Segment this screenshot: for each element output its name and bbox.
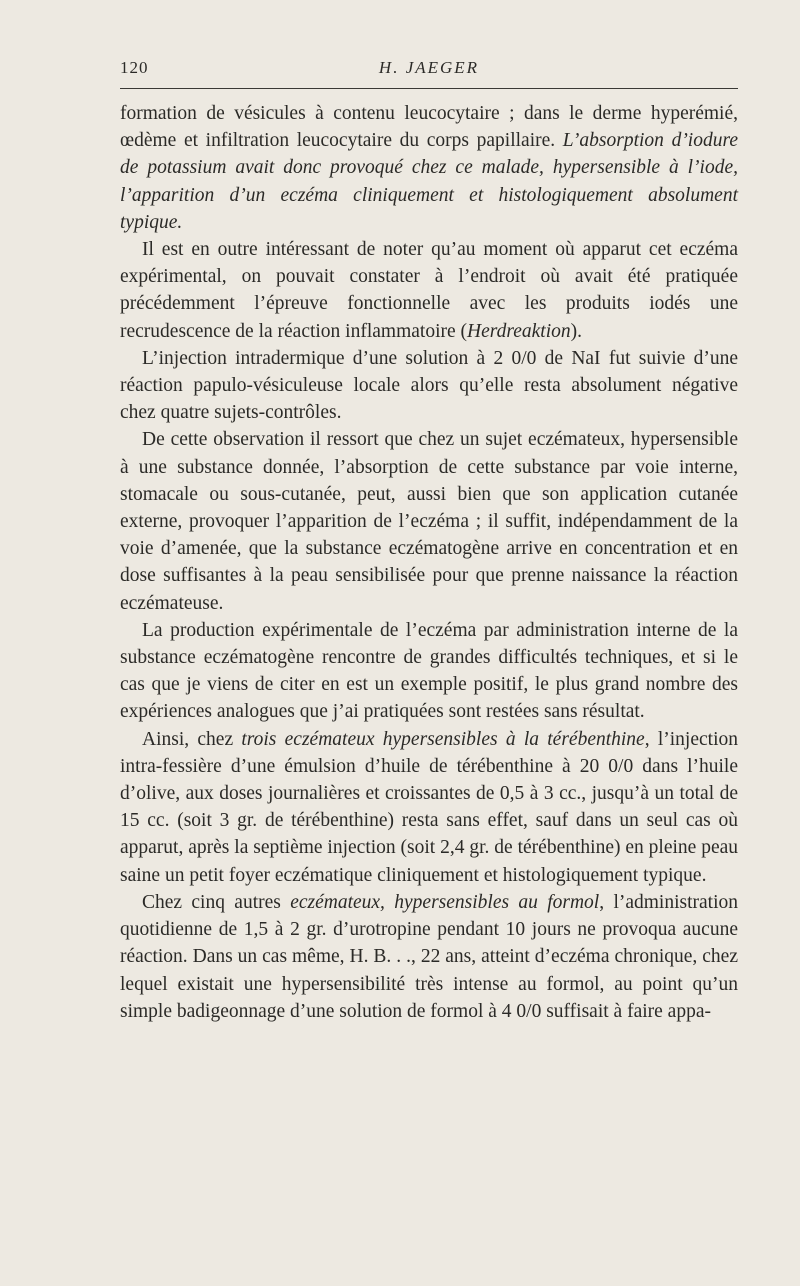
paragraph xyxy=(120,889,738,1025)
text-run: De cette observation il ressort que chez un sujet eczémateux, hypersensible à une substance donnée, l’absorption de cette substance par voie interne, stomacale ou sous-cutanée, peut, aussi bien que son application cutanée externe, provoquer l’apparition de l’eczéma ; il suffit, indépendamment de la voie d’amenée, que la substance eczématogène arrive en concentration et en dose suffisantes à la peau sensibilisée pour que prenne naissance la réaction eczémateuse. xyxy=(120,429,738,614)
header-rule xyxy=(120,88,738,89)
text-run: ). xyxy=(570,320,583,342)
paragraph xyxy=(120,426,738,616)
text-run: La production expérimentale de l’eczéma par administration interne de la substance eczématogène rencontre de grandes difficultés techniques, et si le cas que je viens de citer en est un exemple positif, le plus grand nombre des expériences analogues que j’ai pratiquées sont restées sans résultat. xyxy=(120,619,738,723)
italic-text: trois eczémateux hypersensibles à la térébenthine xyxy=(241,728,645,750)
page-header xyxy=(120,58,738,88)
paragraph xyxy=(120,236,738,345)
italic-text: L’absorption d’iodure de potassium avait donc provoqué chez ce malade, hypersensible à l’iode, l’apparition d’un eczéma cliniquement et histologiquement absolument typique. xyxy=(120,130,738,233)
text-run: Chez cinq autres xyxy=(142,891,291,913)
text-run: , l’injection intra-fessière d’une émulsion d’huile de térébenthine à 20 0/0 dans l’huile d’olive, aux doses journalières et croissantes de 0,5 à 3 cc., jusqu’à un total de 15 cc. (soit 3 gr. de térébenthine) resta sans effet, sauf dans un seul cas où apparut, après la septième injection (soit 2,4 gr. de térébenthine) en pleine peau saine un petit foyer eczématique cliniquement et histologiquement typique. xyxy=(120,728,738,886)
paragraph xyxy=(120,100,738,236)
text-run: Il est en outre intéressant de noter qu’au moment où apparut cet eczéma expérimental, on pouvait constater à l’endroit où avait été pratiquée précédemment l’épreuve fonctionnelle avec les produits iodés une recrudescence de la réaction inflammatoire ( xyxy=(120,239,738,342)
body-text xyxy=(120,100,738,1025)
text-run: , l’administration quotidienne de 1,5 à 2 gr. d’urotropine pendant 10 jours ne provoqua aucune réaction. Dans un cas même, H. B. . ., 22 ans, atteint d’eczéma chronique, chez lequel existait une hypersensibilité très intense au formol, au point qu’un simple badigeonnage d’une solution de formol à 4 0/0 suffisait à faire appa- xyxy=(120,891,738,1022)
paragraph xyxy=(120,617,738,726)
italic-text: Herdreaktion xyxy=(467,320,571,342)
paragraph xyxy=(120,345,738,427)
paragraph xyxy=(120,726,738,889)
text-run: formation de vésicules à contenu leucocytaire ; dans le derme hyperémié, œdème et infiltration leucocytaire du corps papillaire. xyxy=(120,103,738,152)
page-number: 120 xyxy=(120,58,149,77)
running-head: H. JAEGER xyxy=(378,58,480,77)
text-run: Ainsi, chez xyxy=(142,728,242,750)
text-run: L’injection intradermique d’une solution à 2 0/0 de NaI fut suivie d’une réaction papulo-vésiculeuse locale alors qu’elle resta absolument négative chez quatre sujets-contrôles. xyxy=(120,347,738,424)
italic-text: eczémateux, hypersensibles au formol xyxy=(290,891,600,913)
